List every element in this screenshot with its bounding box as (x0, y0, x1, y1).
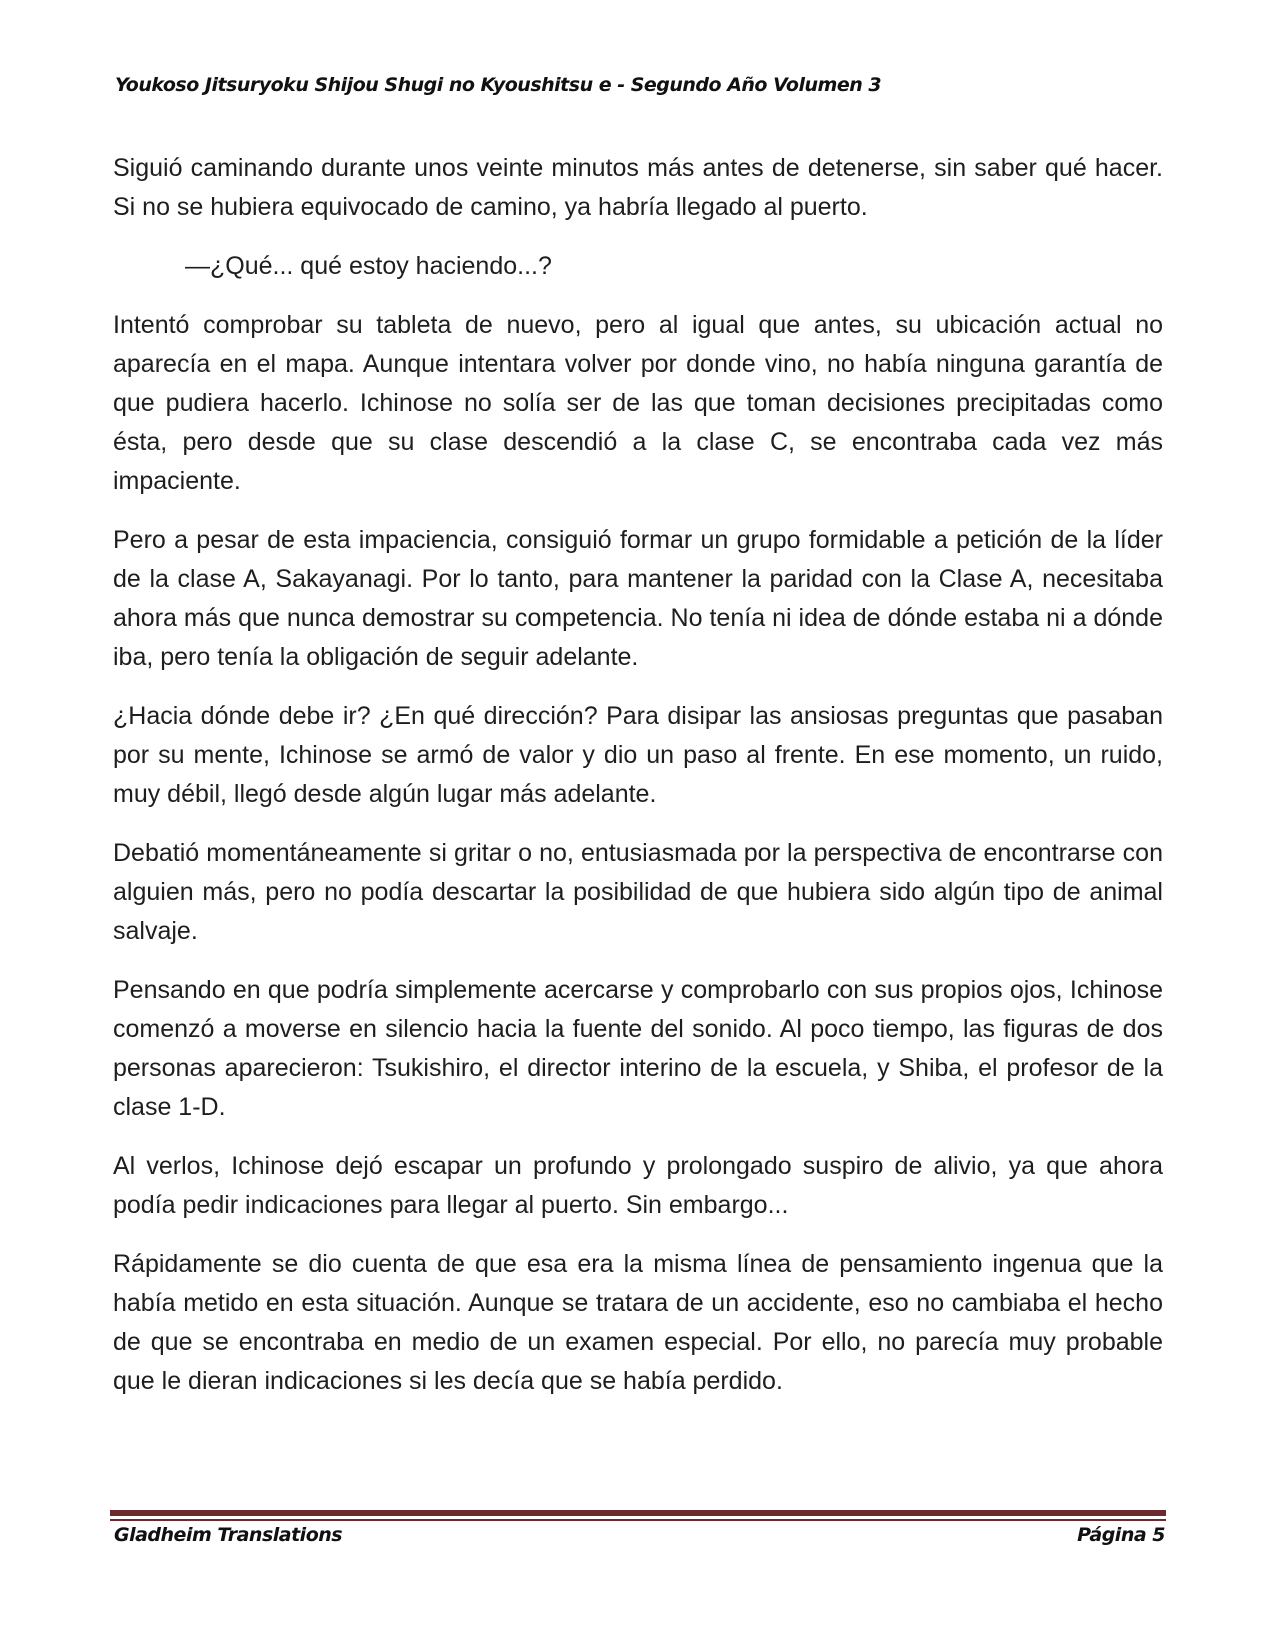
paragraph: Rápidamente se dio cuenta de que esa era la misma línea de pensamiento ingenua que la había metido en esta situación. Aunque se tratara de un accidente, eso no cambiaba el hecho de que se encontraba en medio de un examen especial. Por ello, no parecía muy probable que le dieran indicaciones si les decía que se había perdido. (113, 1250, 1163, 1395)
page-number: Página 5 (1077, 1524, 1165, 1546)
footer-publisher: Gladheim Translations (114, 1524, 343, 1546)
paragraph: Pero a pesar de esta impaciencia, consiguió formar un grupo formidable a petición de la líder de la clase A, Sakayanagi. Por lo tanto, para mantener la paridad con la Clase A, necesitaba ahora más que nunca demostrar su competencia. No tenía ni idea de dónde estaba ni a dónde iba, pero tenía la obligación de seguir adelante. (113, 526, 1163, 671)
footer-divider-thin (110, 1519, 1166, 1521)
paragraph: Pensando en que podría simplemente acercarse y comprobarlo con sus propios ojos, Ichinose comenzó a moverse en silencio hacia la fuente del sonido. Al poco tiempo, las figuras de dos personas aparecieron: Tsukishiro, el director interino de la escuela, y Shiba, el profesor de la clase 1-D. (113, 976, 1163, 1121)
document-body (113, 149, 1163, 1421)
footer-divider-thick (110, 1510, 1166, 1516)
page-header-title: Youkoso Jitsuryoku Shijou Shugi no Kyoushitsu e - Segundo Año Volumen 3 (115, 74, 882, 96)
dialogue-line: —¿Qué... qué estoy haciendo...? (185, 252, 552, 280)
paragraph: Debatió momentáneamente si gritar o no, entusiasmada por la perspectiva de encontrarse con alguien más, pero no podía descartar la posibilidad de que hubiera sido algún tipo de animal salvaje. (113, 839, 1163, 945)
paragraph: Intentó comprobar su tableta de nuevo, pero al igual que antes, su ubicación actual no aparecía en el mapa. Aunque intentara volver por donde vino, no había ninguna garantía de que pudiera hacerlo. Ichinose no solía ser de las que toman decisiones precipitadas como ésta, pero desde que su clase descendió a la clase C, se encontraba cada vez más impaciente. (113, 311, 1163, 495)
paragraph: Siguió caminando durante unos veinte minutos más antes de detenerse, sin saber qué hacer. Si no se hubiera equivocado de camino, ya habría llegado al puerto. (113, 154, 1163, 221)
paragraph: ¿Hacia dónde debe ir? ¿En qué dirección? Para disipar las ansiosas preguntas que pasaban por su mente, Ichinose se armó de valor y dio un paso al frente. En ese momento, un ruido, muy débil, llegó desde algún lugar más adelante. (113, 702, 1163, 808)
paragraph: Al verlos, Ichinose dejó escapar un profundo y prolongado suspiro de alivio, ya que ahora podía pedir indicaciones para llegar al puerto. Sin embargo... (113, 1152, 1163, 1219)
